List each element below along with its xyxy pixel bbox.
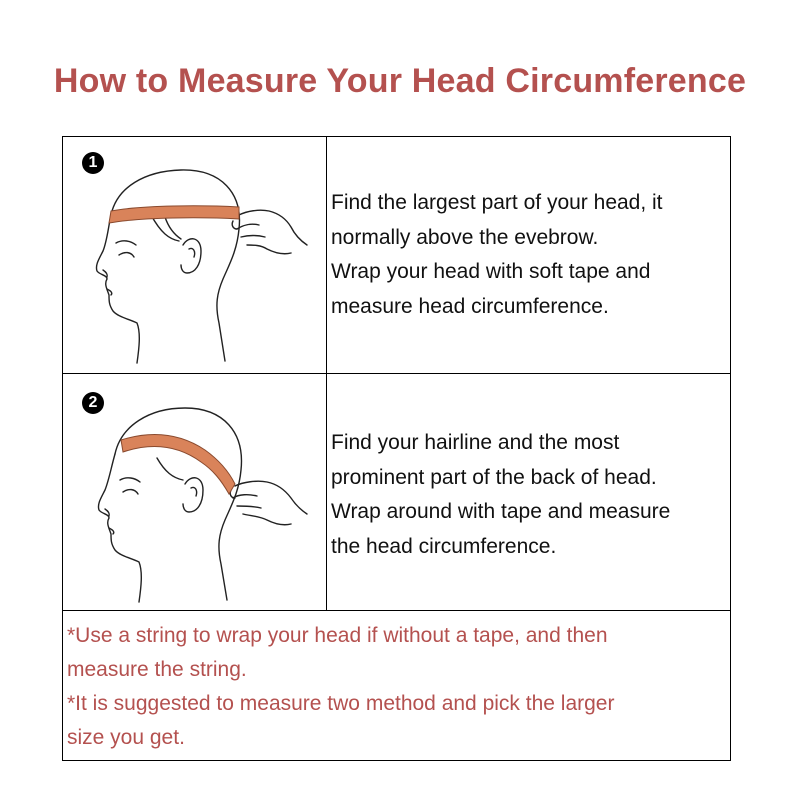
note-line: *Use a string to wrap your head if without a tape, and then	[67, 624, 608, 647]
note-line: size you get.	[67, 726, 185, 749]
instruction-table	[62, 136, 731, 761]
instruction-line: measure head circumference.	[331, 294, 609, 318]
instruction-line: prominent part of the back of head.	[331, 465, 657, 489]
instruction-line: normally above the evebrow.	[331, 225, 599, 249]
step-number-badge: 1	[82, 152, 104, 174]
head-tape-hairline-illustration	[63, 374, 326, 610]
note-line: measure the string.	[67, 658, 247, 681]
step-1-text-cell	[327, 137, 730, 373]
notes-row	[63, 611, 730, 760]
step-1-instructions	[331, 186, 663, 324]
step-2-illustration-cell	[63, 374, 327, 610]
page-title: How to Measure Your Head Circumference	[53, 62, 747, 100]
head-tape-forehead-illustration	[63, 137, 326, 373]
step-number-badge: 2	[82, 392, 104, 414]
step-2-text-cell	[327, 374, 730, 610]
step-1-illustration-cell	[63, 137, 327, 373]
step-2-instructions	[331, 426, 670, 564]
step-row-1	[63, 137, 730, 374]
instruction-line: Find your hairline and the most	[331, 431, 620, 454]
note-line: *It is suggested to measure two method and pick the larger	[67, 692, 615, 715]
instruction-line: Wrap your head with soft tape and	[331, 260, 651, 283]
instruction-line: Find the largest part of your head, it	[331, 191, 663, 214]
step-row-2	[63, 374, 730, 611]
notes-text	[67, 619, 614, 755]
instruction-line: the head circumference.	[331, 534, 557, 558]
instruction-line: Wrap around with tape and measure	[331, 500, 671, 523]
